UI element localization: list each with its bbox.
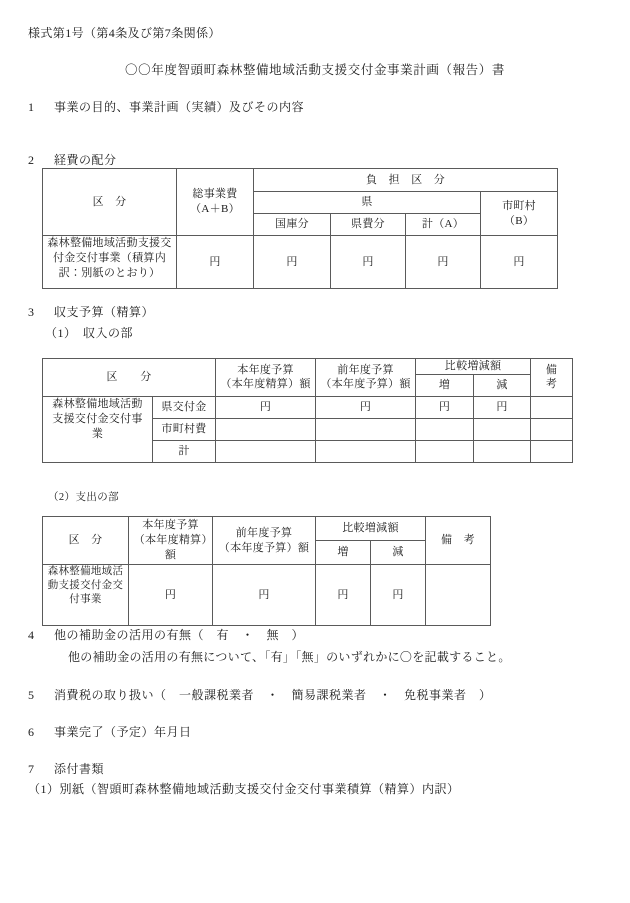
table-row: [43, 565, 491, 626]
section-6-index: 6: [28, 725, 35, 739]
header-prefecture: 県: [254, 192, 481, 214]
section-3-sub-2: （2）支出の部: [48, 492, 120, 503]
cell-total-cost[interactable]: 円: [177, 236, 254, 289]
row-item: 計: [153, 440, 216, 462]
section-3-index: 3: [28, 305, 35, 319]
section-1-index: 1: [28, 100, 35, 114]
section-7: [28, 760, 104, 777]
header-total-cost: [177, 169, 254, 236]
header-total-cost-line1: 総事業費: [192, 188, 238, 201]
section-7-label: 添付書類: [54, 762, 105, 776]
section-5-label: 消費税の取り扱い（ 一般課税業者 ・ 簡易課税業者 ・ 免税事業者 ）: [54, 688, 492, 702]
section-2: [28, 151, 117, 168]
expense-allocation-table: [42, 168, 558, 289]
section-1: [28, 98, 304, 115]
section-7-index: 7: [28, 762, 35, 776]
header-prefectural-share: 県費分: [331, 214, 406, 236]
cell-remarks[interactable]: [531, 440, 573, 462]
income-table: [42, 358, 573, 463]
cell-increase[interactable]: 円: [416, 396, 474, 418]
row-label: 森林整備地域活動支援交付金交付事業（積算内訳：別紙のとおり）: [43, 236, 177, 289]
form-number: 様式第1号（第4条及び第7条関係）: [28, 26, 221, 40]
section-5: [28, 686, 492, 703]
section-1-label: 事業の目的、事業計画（実績）及びその内容: [54, 100, 305, 114]
section-3-label: 収支予算（精算）: [54, 305, 155, 319]
section-4-label: 他の補助金の活用の有無（ 有 ・ 無 ）: [54, 628, 305, 642]
income-group-label: 森林整備地域活動支援交付金交付事業: [43, 396, 153, 462]
cell-previous-year[interactable]: [316, 440, 416, 462]
header-current-year-line2: （本年度精算）額: [133, 534, 208, 561]
table-header-row: [43, 517, 491, 541]
section-7-item-1: （1）別紙（智頭町森林整備地域活動支援交付金交付事業積算（精算）内訳）: [28, 782, 460, 796]
cell-decrease[interactable]: 円: [371, 565, 426, 626]
cell-previous-year[interactable]: 円: [213, 565, 316, 626]
cell-increase[interactable]: 円: [316, 565, 371, 626]
section-5-index: 5: [28, 688, 35, 702]
header-remarks: 備 考: [426, 517, 491, 565]
section-4: [28, 626, 304, 643]
row-item: 県交付金: [153, 396, 216, 418]
header-national-share: 国庫分: [254, 214, 331, 236]
section-2-index: 2: [28, 153, 35, 167]
header-previous-year-line1: 前年度予算: [235, 526, 293, 539]
header-previous-year-line2: （本年度予算）額: [218, 541, 310, 554]
cell-decrease[interactable]: 円: [474, 396, 531, 418]
header-comparison: 比較増減額: [416, 359, 531, 375]
header-previous-year-line1: 前年度予算: [337, 363, 394, 376]
section-6-label: 事業完了（予定）年月日: [54, 725, 192, 739]
cell-current-year[interactable]: [216, 440, 316, 462]
header-decrease: 減: [371, 541, 426, 565]
row-item: 市町村費: [153, 418, 216, 440]
cell-remarks[interactable]: [531, 418, 573, 440]
header-burden-division: 負 担 区 分: [254, 169, 558, 192]
row-label: 森林整備地域活動支援交付金交付事業: [43, 565, 129, 626]
cell-remarks[interactable]: [426, 565, 491, 626]
header-municipality-line2: （B）: [503, 214, 535, 227]
table-row: [43, 396, 573, 418]
section-4-index: 4: [28, 628, 35, 642]
table-row: [43, 236, 558, 289]
header-current-year-line1: 本年度予算: [237, 363, 294, 376]
header-previous-year: [316, 359, 416, 397]
cell-municipality[interactable]: 円: [481, 236, 558, 289]
header-current-year: [216, 359, 316, 397]
header-remarks: 備 考: [531, 359, 573, 397]
header-increase: 増: [316, 541, 371, 565]
header-current-year-line2: （本年度精算）額: [220, 378, 311, 391]
header-kubun: 区 分: [43, 359, 216, 397]
header-current-year-line1: 本年度予算: [142, 519, 199, 532]
header-subtotal-a: 計（A）: [406, 214, 481, 236]
header-previous-year-line2: （本年度予算）額: [320, 378, 411, 391]
cell-increase[interactable]: [416, 440, 474, 462]
cell-decrease[interactable]: [474, 440, 531, 462]
header-municipality: [481, 192, 558, 236]
section-3-sub-1: （1） 収入の部: [45, 326, 134, 340]
cell-increase[interactable]: [416, 418, 474, 440]
cell-current-year[interactable]: 円: [216, 396, 316, 418]
header-current-year: [129, 517, 213, 565]
expenditure-table: [42, 516, 491, 626]
document-title: 〇〇年度智頭町森林整備地域活動支援交付金事業計画（報告）書: [125, 63, 505, 77]
cell-national-share[interactable]: 円: [254, 236, 331, 289]
header-kubun: 区 分: [43, 517, 129, 565]
table-header-row: [43, 359, 573, 375]
table-header-row: [43, 169, 558, 192]
cell-remarks[interactable]: [531, 396, 573, 418]
cell-previous-year[interactable]: [316, 418, 416, 440]
header-comparison: 比較増減額: [316, 517, 426, 541]
section-2-label: 経費の配分: [54, 153, 117, 167]
section-3: [28, 303, 154, 320]
cell-subtotal-a[interactable]: 円: [406, 236, 481, 289]
cell-decrease[interactable]: [474, 418, 531, 440]
cell-previous-year[interactable]: 円: [316, 396, 416, 418]
header-municipality-line1: 市町村: [502, 199, 536, 212]
header-increase: 増: [416, 374, 474, 396]
header-kubun: 区 分: [43, 169, 177, 236]
cell-prefectural-share[interactable]: 円: [331, 236, 406, 289]
section-6: [28, 723, 192, 740]
cell-current-year[interactable]: [216, 418, 316, 440]
section-4-note: 他の補助金の活用の有無について、「有」「無」のいずれかに〇を記載すること。: [68, 650, 511, 664]
cell-current-year[interactable]: 円: [129, 565, 213, 626]
header-decrease: 減: [474, 374, 531, 396]
header-total-cost-line2: （A＋B）: [190, 203, 240, 215]
header-previous-year: [213, 517, 316, 565]
